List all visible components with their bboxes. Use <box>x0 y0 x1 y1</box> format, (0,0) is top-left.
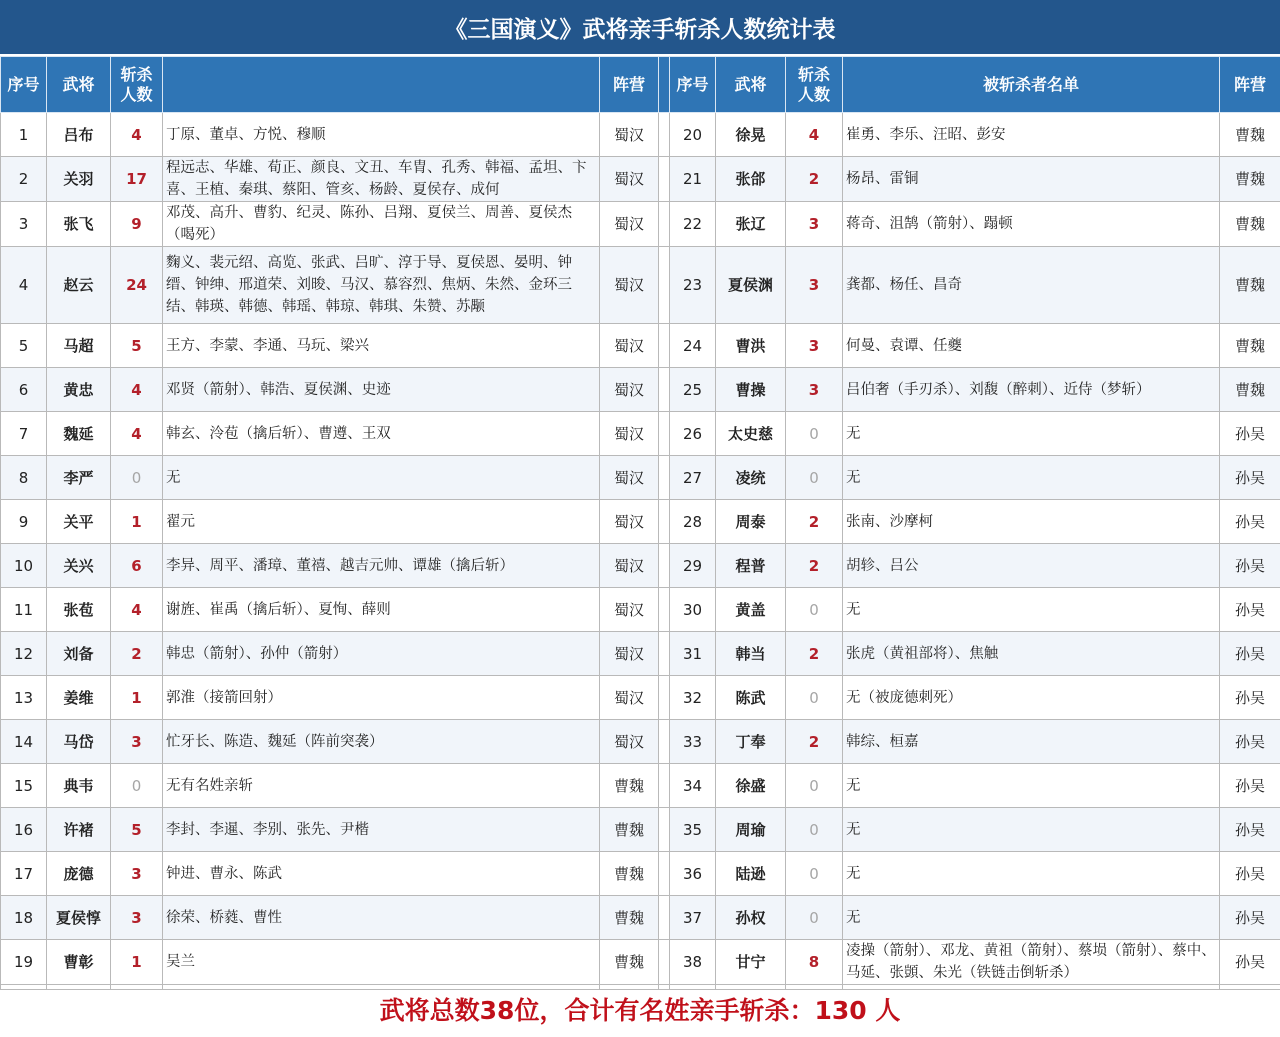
faction-cell: 孙吴 <box>1220 676 1280 720</box>
general-name: 马岱 <box>47 720 111 764</box>
seq-cell: 22 <box>670 202 716 247</box>
general-name: 关羽 <box>47 157 111 202</box>
header-names-left <box>163 57 600 113</box>
header-camp-right: 阵营 <box>1220 57 1280 113</box>
general-name: 徐晃 <box>716 113 786 157</box>
general-name: 赵云 <box>47 247 111 324</box>
column-gap <box>659 324 670 368</box>
faction-cell: 孙吴 <box>1220 588 1280 632</box>
victim-names: 吕伯奢（手刃杀）、刘馥（醉刺）、近侍（梦斩） <box>843 368 1220 412</box>
victim-names: 邓茂、高升、曹豹、纪灵、陈孙、吕翔、夏侯兰、周善、夏侯杰（喝死） <box>163 202 600 247</box>
general-name: 刘备 <box>47 632 111 676</box>
header-general-right: 武将 <box>716 57 786 113</box>
faction-cell: 蜀汉 <box>600 500 659 544</box>
general-name: 魏延 <box>47 412 111 456</box>
column-gap <box>659 412 670 456</box>
kill-count: 1 <box>111 676 163 720</box>
general-name: 夏侯惇 <box>47 896 111 940</box>
faction-cell: 蜀汉 <box>600 202 659 247</box>
kill-count: 0 <box>786 764 843 808</box>
kill-count: 0 <box>786 808 843 852</box>
table-row <box>1 940 1280 985</box>
table-row <box>1 113 1280 157</box>
victim-names: 韩综、桓嘉 <box>843 720 1220 764</box>
victim-names: 龚都、杨任、昌奇 <box>843 247 1220 324</box>
seq-cell: 14 <box>1 720 47 764</box>
seq-cell: 2 <box>1 157 47 202</box>
spacer-cell <box>163 985 600 990</box>
kill-count: 3 <box>786 368 843 412</box>
victim-names: 张虎（黄祖部将）、焦触 <box>843 632 1220 676</box>
general-name: 甘宁 <box>716 940 786 985</box>
victim-names: 胡轸、吕公 <box>843 544 1220 588</box>
victim-names: 谢旌、崔禹（擒后斩）、夏恂、薛则 <box>163 588 600 632</box>
general-name: 韩当 <box>716 632 786 676</box>
general-name: 许褚 <box>47 808 111 852</box>
faction-cell: 孙吴 <box>1220 896 1280 940</box>
victim-names: 程远志、华雄、荀正、颜良、文丑、车胄、孔秀、韩福、孟坦、卞喜、王植、秦琪、蔡阳、管亥、杨龄、夏侯存、成何 <box>163 157 600 202</box>
header-count-right: 斩杀人数 <box>786 57 843 113</box>
summary-footer: 武将总数38位，合计有名姓亲手斩杀：130 人 <box>379 995 901 1025</box>
seq-cell: 3 <box>1 202 47 247</box>
column-gap <box>659 157 670 202</box>
statistics-table <box>0 56 1280 990</box>
faction-cell: 孙吴 <box>1220 808 1280 852</box>
faction-cell: 曹魏 <box>1220 247 1280 324</box>
table-row <box>1 202 1280 247</box>
general-name: 曹操 <box>716 368 786 412</box>
victim-names: 张南、沙摩柯 <box>843 500 1220 544</box>
faction-cell: 蜀汉 <box>600 544 659 588</box>
faction-cell: 蜀汉 <box>600 113 659 157</box>
header-names-right: 被斩杀者名单 <box>843 57 1220 113</box>
victim-names: 无 <box>843 852 1220 896</box>
seq-cell: 21 <box>670 157 716 202</box>
victim-names: 无 <box>843 588 1220 632</box>
faction-cell: 孙吴 <box>1220 456 1280 500</box>
faction-cell: 孙吴 <box>1220 720 1280 764</box>
general-name: 孙权 <box>716 896 786 940</box>
victim-names: 无（被庞德刺死） <box>843 676 1220 720</box>
kill-count: 1 <box>111 500 163 544</box>
victim-names: 无 <box>163 456 600 500</box>
victim-names: 李封、李暹、李别、张先、尹楷 <box>163 808 600 852</box>
kill-count: 1 <box>111 940 163 985</box>
faction-cell: 孙吴 <box>1220 940 1280 985</box>
faction-cell: 蜀汉 <box>600 368 659 412</box>
victim-names: 郭淮（接箭回射） <box>163 676 600 720</box>
faction-cell: 孙吴 <box>1220 544 1280 588</box>
kill-count: 5 <box>111 324 163 368</box>
general-name: 马超 <box>47 324 111 368</box>
seq-cell: 6 <box>1 368 47 412</box>
table-row <box>1 632 1280 676</box>
seq-cell: 31 <box>670 632 716 676</box>
column-gap <box>659 676 670 720</box>
victim-names: 无 <box>843 456 1220 500</box>
general-name: 夏侯渊 <box>716 247 786 324</box>
faction-cell: 曹魏 <box>1220 157 1280 202</box>
victim-names: 无 <box>843 764 1220 808</box>
column-gap <box>659 808 670 852</box>
general-name: 陆逊 <box>716 852 786 896</box>
seq-cell: 8 <box>1 456 47 500</box>
faction-cell: 曹魏 <box>1220 368 1280 412</box>
kill-count: 4 <box>786 113 843 157</box>
seq-cell: 30 <box>670 588 716 632</box>
kill-count: 2 <box>786 720 843 764</box>
seq-cell: 38 <box>670 940 716 985</box>
faction-cell: 曹魏 <box>600 896 659 940</box>
victim-names: 徐荣、桥蕤、曹性 <box>163 896 600 940</box>
faction-cell: 蜀汉 <box>600 456 659 500</box>
header-general-left: 武将 <box>47 57 111 113</box>
faction-cell: 蜀汉 <box>600 720 659 764</box>
column-gap <box>659 247 670 324</box>
victim-names: 韩忠（箭射）、孙仲（箭射） <box>163 632 600 676</box>
kill-count: 9 <box>111 202 163 247</box>
column-gap <box>659 57 670 113</box>
faction-cell: 孙吴 <box>1220 500 1280 544</box>
faction-cell: 曹魏 <box>600 940 659 985</box>
kill-count: 17 <box>111 157 163 202</box>
general-name: 吕布 <box>47 113 111 157</box>
general-name: 张飞 <box>47 202 111 247</box>
column-gap <box>659 202 670 247</box>
kill-count: 0 <box>786 852 843 896</box>
column-gap <box>659 720 670 764</box>
victim-names: 邓贤（箭射）、韩浩、夏侯渊、史迹 <box>163 368 600 412</box>
victim-names: 李异、周平、潘璋、董禧、越吉元帅、谭雄（擒后斩） <box>163 544 600 588</box>
seq-cell: 7 <box>1 412 47 456</box>
seq-cell: 18 <box>1 896 47 940</box>
seq-cell: 34 <box>670 764 716 808</box>
header-seq-right: 序号 <box>670 57 716 113</box>
seq-cell: 24 <box>670 324 716 368</box>
general-name: 周泰 <box>716 500 786 544</box>
table-row <box>1 368 1280 412</box>
victim-names: 翟元 <box>163 500 600 544</box>
general-name: 张郃 <box>716 157 786 202</box>
faction-cell: 蜀汉 <box>600 588 659 632</box>
seq-cell: 17 <box>1 852 47 896</box>
header-seq-left: 序号 <box>1 57 47 113</box>
table-row <box>1 588 1280 632</box>
general-name: 张辽 <box>716 202 786 247</box>
general-name: 太史慈 <box>716 412 786 456</box>
general-name: 凌统 <box>716 456 786 500</box>
faction-cell: 孙吴 <box>1220 412 1280 456</box>
victim-names: 无 <box>843 412 1220 456</box>
seq-cell: 28 <box>670 500 716 544</box>
general-name: 曹彰 <box>47 940 111 985</box>
seq-cell: 19 <box>1 940 47 985</box>
kill-count: 4 <box>111 412 163 456</box>
victim-names: 无有名姓亲斩 <box>163 764 600 808</box>
faction-cell: 蜀汉 <box>600 676 659 720</box>
kill-count: 5 <box>111 808 163 852</box>
table-row <box>1 500 1280 544</box>
victim-names: 凌操（箭射）、邓龙、黄祖（箭射）、蔡埙（箭射）、蔡中、马延、张顗、朱光（铁链击倒斩杀） <box>843 940 1220 985</box>
spacer-row <box>1 985 1280 990</box>
column-gap <box>659 368 670 412</box>
seq-cell: 5 <box>1 324 47 368</box>
kill-count: 2 <box>111 632 163 676</box>
spacer-cell <box>716 985 786 990</box>
column-gap <box>659 852 670 896</box>
victim-names: 无 <box>843 896 1220 940</box>
table-row <box>1 456 1280 500</box>
kill-count: 4 <box>111 588 163 632</box>
general-name: 周瑜 <box>716 808 786 852</box>
kill-count: 24 <box>111 247 163 324</box>
victim-names: 麴义、裴元绍、高览、张武、吕旷、淳于导、夏侯恩、晏明、钟缙、钟绅、邢道荣、刘晙、马汉、慕容烈、焦炳、朱然、金环三结、韩瑛、韩德、韩瑶、韩琼、韩琪、朱赞、苏颙 <box>163 247 600 324</box>
seq-cell: 35 <box>670 808 716 852</box>
spacer-cell <box>111 985 163 990</box>
kill-count: 2 <box>786 632 843 676</box>
kill-count: 6 <box>111 544 163 588</box>
kill-count: 3 <box>786 247 843 324</box>
table-row <box>1 852 1280 896</box>
kill-count: 0 <box>786 412 843 456</box>
faction-cell: 孙吴 <box>1220 764 1280 808</box>
table-row <box>1 412 1280 456</box>
faction-cell: 孙吴 <box>1220 632 1280 676</box>
kill-count: 8 <box>786 940 843 985</box>
table-row <box>1 247 1280 324</box>
kill-count: 2 <box>786 157 843 202</box>
table-row <box>1 808 1280 852</box>
spacer-cell <box>1220 985 1280 990</box>
seq-cell: 29 <box>670 544 716 588</box>
seq-cell: 23 <box>670 247 716 324</box>
faction-cell: 蜀汉 <box>600 412 659 456</box>
seq-cell: 25 <box>670 368 716 412</box>
seq-cell: 26 <box>670 412 716 456</box>
table-row <box>1 896 1280 940</box>
spacer-cell <box>600 985 659 990</box>
kill-count: 0 <box>786 588 843 632</box>
seq-cell: 10 <box>1 544 47 588</box>
victim-names: 王方、李蒙、李通、马玩、梁兴 <box>163 324 600 368</box>
victim-names: 丁原、董卓、方悦、穆顺 <box>163 113 600 157</box>
general-name: 李严 <box>47 456 111 500</box>
kill-count: 2 <box>786 500 843 544</box>
faction-cell: 曹魏 <box>1220 202 1280 247</box>
kill-count: 3 <box>111 896 163 940</box>
kill-count: 0 <box>786 676 843 720</box>
victim-names: 韩玄、泠苞（擒后斩）、曹遵、王双 <box>163 412 600 456</box>
kill-count: 0 <box>111 456 163 500</box>
table-title: 《三国演义》武将亲手斩杀人数统计表 <box>0 0 1280 56</box>
seq-cell: 37 <box>670 896 716 940</box>
column-gap <box>659 940 670 985</box>
general-name: 典韦 <box>47 764 111 808</box>
faction-cell: 曹魏 <box>600 852 659 896</box>
header-count-left: 斩杀人数 <box>111 57 163 113</box>
seq-cell: 15 <box>1 764 47 808</box>
victim-names: 蒋奇、沮鹄（箭射）、蹋顿 <box>843 202 1220 247</box>
faction-cell: 蜀汉 <box>600 157 659 202</box>
kill-count: 3 <box>786 324 843 368</box>
kill-count: 4 <box>111 368 163 412</box>
seq-cell: 16 <box>1 808 47 852</box>
faction-cell: 蜀汉 <box>600 632 659 676</box>
kill-count: 4 <box>111 113 163 157</box>
faction-cell: 孙吴 <box>1220 852 1280 896</box>
spacer-cell <box>47 985 111 990</box>
faction-cell: 曹魏 <box>600 808 659 852</box>
spacer-cell <box>786 985 843 990</box>
spacer-cell <box>670 985 716 990</box>
table-row <box>1 544 1280 588</box>
seq-cell: 13 <box>1 676 47 720</box>
general-name: 关平 <box>47 500 111 544</box>
column-gap <box>659 456 670 500</box>
column-gap <box>659 588 670 632</box>
general-name: 黄忠 <box>47 368 111 412</box>
kill-count: 3 <box>111 852 163 896</box>
general-name: 陈武 <box>716 676 786 720</box>
seq-cell: 36 <box>670 852 716 896</box>
spacer-cell <box>659 985 670 990</box>
column-gap <box>659 500 670 544</box>
header-camp-left: 阵营 <box>600 57 659 113</box>
victim-names: 忙牙长、陈造、魏延（阵前突袭） <box>163 720 600 764</box>
seq-cell: 9 <box>1 500 47 544</box>
kill-count: 0 <box>111 764 163 808</box>
spacer-cell <box>1 985 47 990</box>
table-row <box>1 324 1280 368</box>
general-name: 徐盛 <box>716 764 786 808</box>
general-name: 丁奉 <box>716 720 786 764</box>
faction-cell: 曹魏 <box>1220 324 1280 368</box>
faction-cell: 蜀汉 <box>600 324 659 368</box>
table-row <box>1 676 1280 720</box>
victim-names: 何曼、袁谭、任夔 <box>843 324 1220 368</box>
faction-cell: 曹魏 <box>1220 113 1280 157</box>
general-name: 庞德 <box>47 852 111 896</box>
seq-cell: 11 <box>1 588 47 632</box>
faction-cell: 蜀汉 <box>600 247 659 324</box>
victim-names: 吴兰 <box>163 940 600 985</box>
seq-cell: 1 <box>1 113 47 157</box>
column-gap <box>659 544 670 588</box>
column-gap <box>659 764 670 808</box>
victim-names: 杨昂、雷铜 <box>843 157 1220 202</box>
general-name: 关兴 <box>47 544 111 588</box>
seq-cell: 32 <box>670 676 716 720</box>
seq-cell: 4 <box>1 247 47 324</box>
seq-cell: 27 <box>670 456 716 500</box>
kill-count: 2 <box>786 544 843 588</box>
header-row <box>1 57 1280 113</box>
column-gap <box>659 632 670 676</box>
kill-count: 3 <box>111 720 163 764</box>
faction-cell: 曹魏 <box>600 764 659 808</box>
column-gap <box>659 896 670 940</box>
general-name: 黄盖 <box>716 588 786 632</box>
kill-count: 0 <box>786 456 843 500</box>
seq-cell: 12 <box>1 632 47 676</box>
general-name: 程普 <box>716 544 786 588</box>
victim-names: 崔勇、李乐、汪昭、彭安 <box>843 113 1220 157</box>
seq-cell: 33 <box>670 720 716 764</box>
victim-names: 无 <box>843 808 1220 852</box>
general-name: 曹洪 <box>716 324 786 368</box>
table-row <box>1 764 1280 808</box>
general-name: 张苞 <box>47 588 111 632</box>
general-name: 姜维 <box>47 676 111 720</box>
kill-count: 0 <box>786 896 843 940</box>
victim-names: 钟进、曹永、陈武 <box>163 852 600 896</box>
table-row <box>1 720 1280 764</box>
spacer-cell <box>843 985 1220 990</box>
table-row <box>1 157 1280 202</box>
kill-count: 3 <box>786 202 843 247</box>
column-gap <box>659 113 670 157</box>
table-body <box>1 113 1280 990</box>
seq-cell: 20 <box>670 113 716 157</box>
